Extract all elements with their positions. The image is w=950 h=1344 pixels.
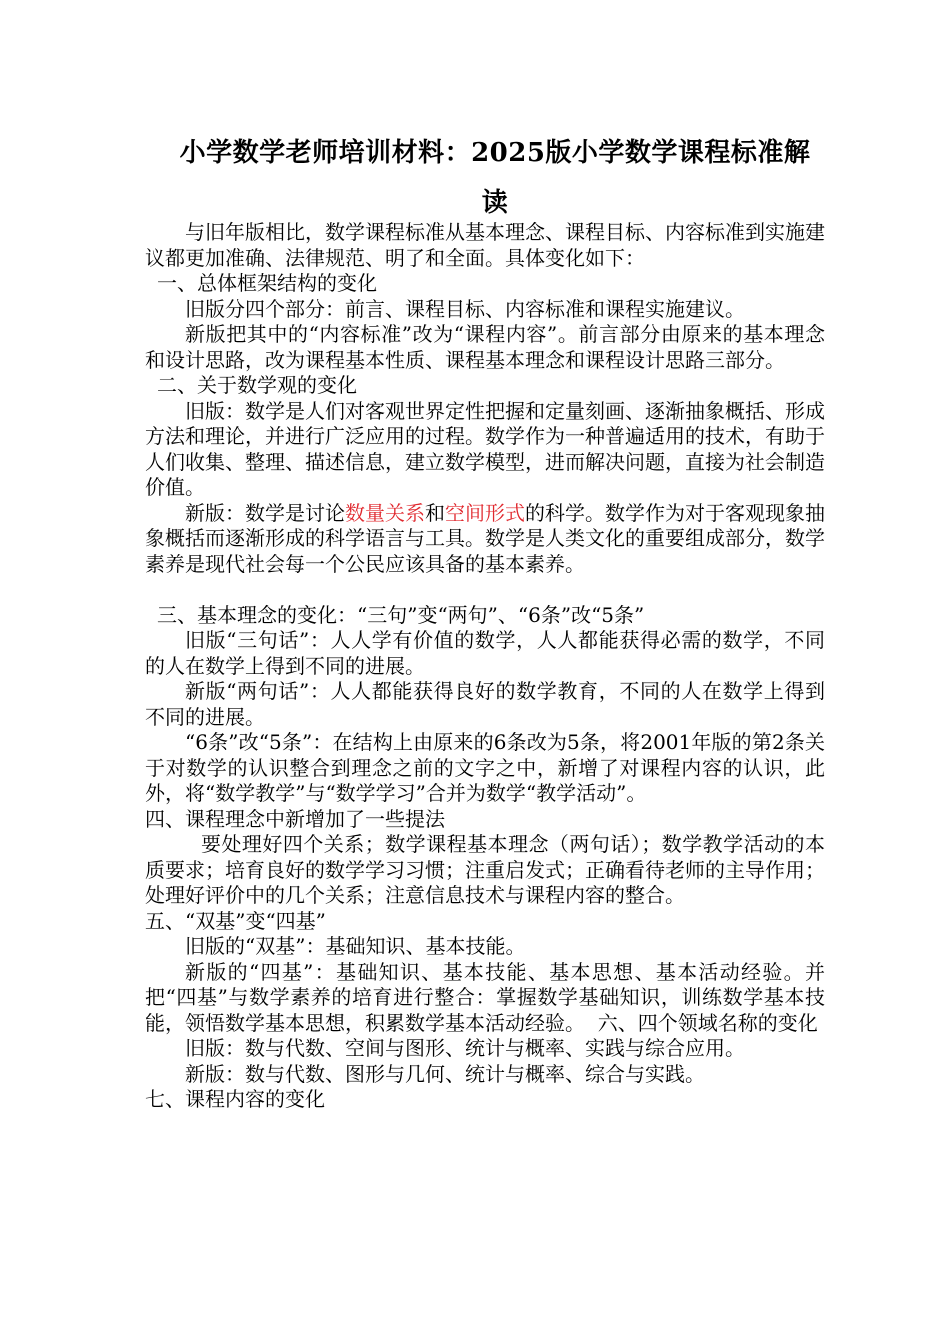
section-4-paragraph-1: 要处理好四个关系；数学课程基本理念（两句话）；数学教学活动的本质要求；培育良好的数学学习习惯；注重启发式；正确看待老师的主导作用；处理好评价中的几个关系；注意信息技术与课程内容的整合。 [145,832,825,907]
highlight-quantity-relations: 数量关系 [345,500,425,525]
document-title [145,128,845,228]
section-1-heading: 一、总体框架结构的变化 [157,271,377,295]
title-line-2: 读 [481,188,509,218]
section-2-paragraph-2 [145,501,825,578]
section-3-heading: 三、基本理念的变化：“三句”变“两句”、“6条”改“5条” [157,602,645,627]
section-3-paragraph-2: 新版“两句话”：人人都能获得良好的数学教育，不同的人在数学上得到不同的进展。 [145,679,825,729]
section-6-heading: 六、四个领域名称的变化 [597,1010,818,1035]
section-1-paragraph-2: 新版把其中的“内容标准”改为“课程内容”。前言部分由原来的基本理念和设计思路，改为课程基本性质、课程基本理念和课程设计思路三部分。 [145,322,825,372]
s5-p2-text: 新版的“四基”：基础知识、基本技能、基本思想、基本活动经验。并把“四基”与数学素养的培育进行整合：掌握数学基础知识，训练数学基本技能，领悟数学基本思想，积累数学基本活动经验。 [145,959,825,1035]
section-3-paragraph-1: 旧版“三句话”：人人学有价值的数学，人人都能获得必需的数学，不同的人在数学上得到不同的进展。 [145,628,825,678]
s2-p2-text-a: 新版：数学是讨论 [185,500,345,525]
section-3-paragraph-3: “6条”改“5条”：在结构上由原来的6条改为5条，将2001年版的第2条关于对数学的认识整合到理念之前的文字之中，新增了对课程内容的认识，此外，将“数学教学”与“数学学习”合并为数学“教学活动”。 [145,730,825,805]
title-line-1: 小学数学老师培训材料：2025版小学数学课程标准解 [179,138,811,168]
section-5-paragraph-1: 旧版的“双基”：基础知识、基本技能。 [185,934,526,958]
section-6-paragraph-1: 旧版：数与代数、空间与图形、统计与概率、实践与综合应用。 [185,1036,745,1060]
blank-line [145,577,825,603]
section-4-heading: 四、课程理念中新增加了一些提法 [145,806,445,831]
intro-paragraph: 与旧年版相比，数学课程标准从基本理念、课程目标、内容标准到实施建议都更加准确、法律规范、明了和全面。具体变化如下： [145,220,825,270]
section-5-heading: 五、“双基”变“四基” [145,908,326,933]
document-body [145,220,825,1113]
section-5-paragraph-2 [145,960,825,1037]
section-6-paragraph-2: 新版：数与代数、图形与几何、统计与概率、综合与实践。 [185,1061,705,1086]
s2-p2-text-c: 的科学。数学作为对于客观现象抽象概括而逐渐形成的科学语言与工具。数学是人类文化的重要组成部分，数学素养是现代社会每一个公民应该具备的基本素养。 [145,500,825,576]
section-2-heading: 二、关于数学观的变化 [157,373,357,397]
s2-p2-text-b: 和 [425,500,445,525]
section-7-heading: 七、课程内容的变化 [145,1087,325,1111]
section-2-paragraph-1: 旧版：数学是人们对客观世界定性把握和定量刻画、逐渐抽象概括、形成方法和理论，并进行广泛应用的过程。数学作为一种普遍适用的技术，有助于人们收集、整理、描述信息，建立数学模型，进而解决问题，直接为社会制造价值。 [145,398,825,499]
highlight-spatial-forms: 空间形式 [445,500,525,525]
section-1-paragraph-1: 旧版分四个部分：前言、课程目标、内容标准和课程实施建议。 [185,296,745,321]
